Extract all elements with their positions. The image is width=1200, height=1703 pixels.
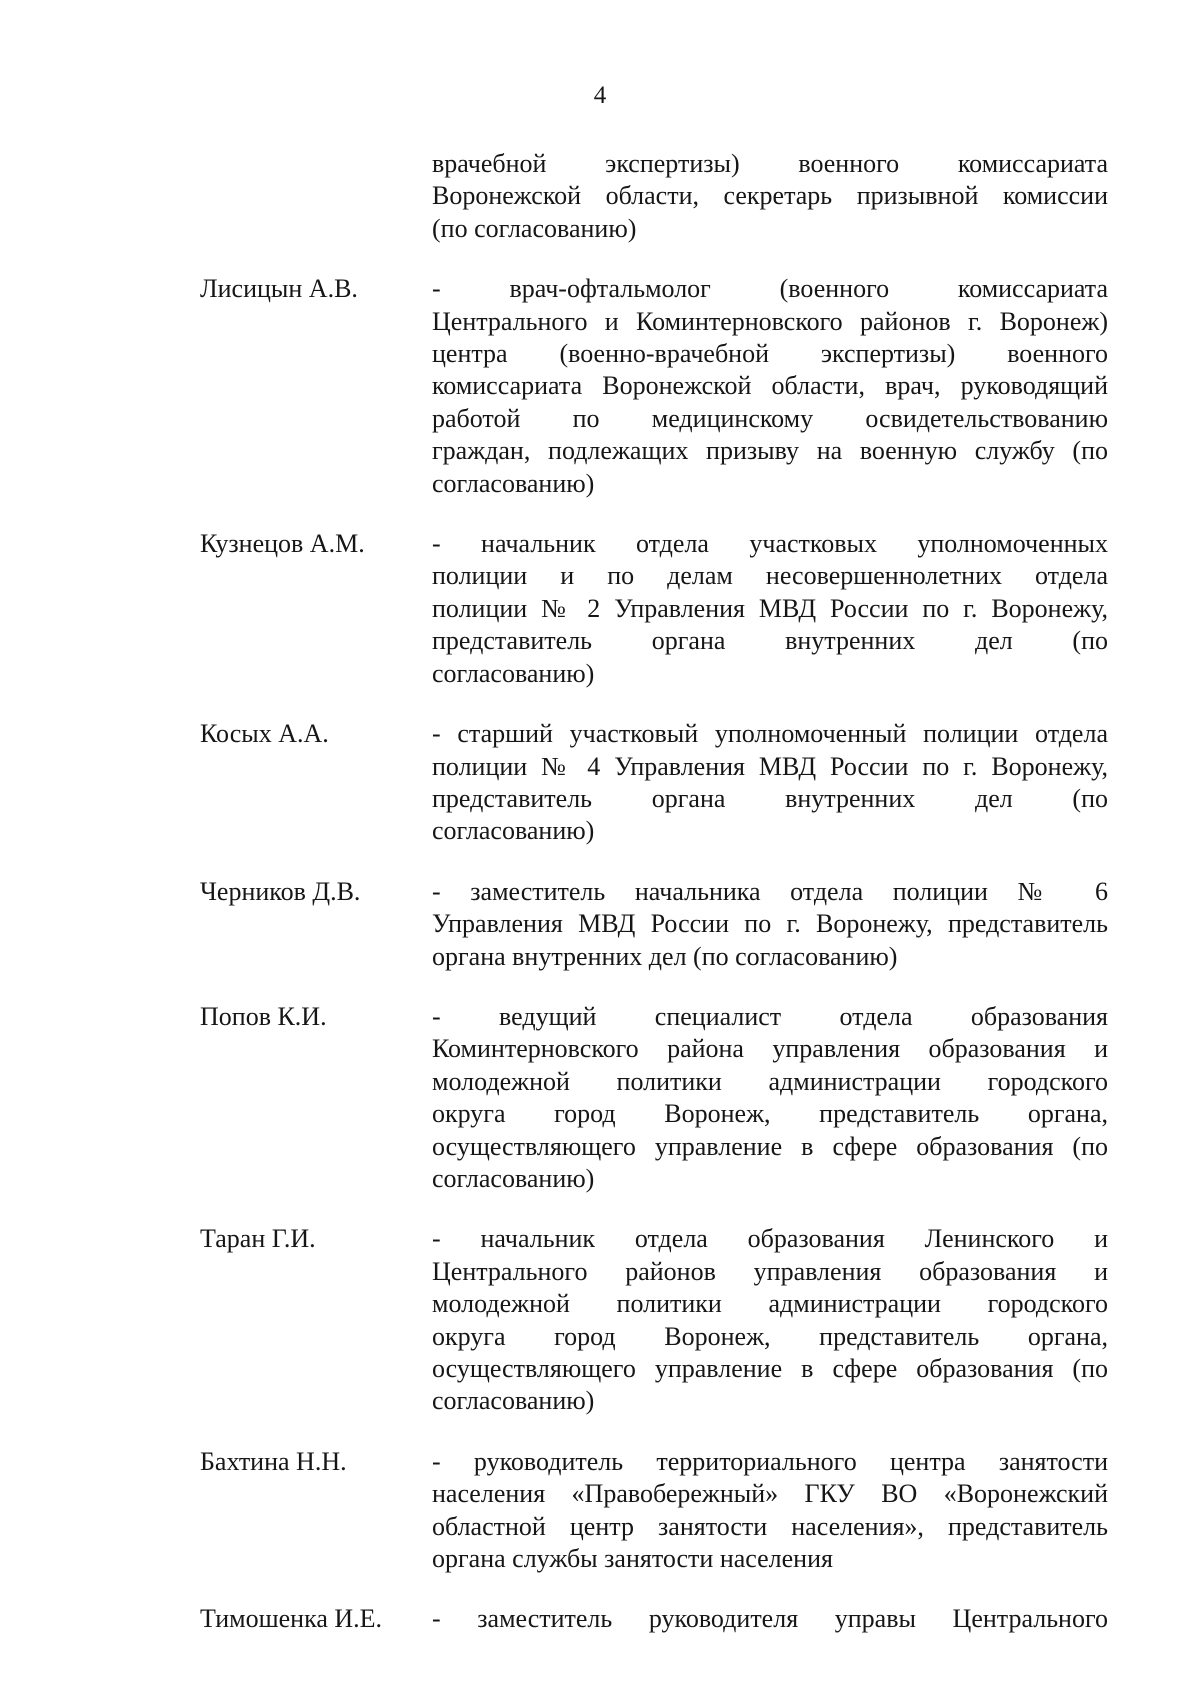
description-line: согласованию) [432,658,595,688]
description-line: округа город Воронеж, представитель органа, [432,1321,1108,1351]
description-line: - ведущий специалист отдела образования [432,1001,1108,1031]
member-description [432,876,1108,973]
description-line: комиссариата Воронежской области, врач, руководящий [432,371,1108,401]
description-line: - старший участковый уполномоченный полиции отдела [432,719,1108,749]
member-name: Косых А.А. [200,719,329,749]
description-line: (по согласованию) [432,213,637,243]
member-name: Тимошенка И.Е. [200,1604,383,1634]
member-name: Попов К.И. [200,1001,327,1031]
member-description [432,1001,1108,1195]
member-description [432,273,1108,500]
member-description [432,1446,1108,1576]
description-line: согласованию) [432,816,595,846]
description-line: согласованию) [432,1163,595,1193]
description-line: - начальник отдела участковых уполномоченных [432,529,1108,559]
description-line: населения «Правобережный» ГКУ ВО «Воронежский [432,1479,1108,1509]
member-name: Черников Д.В. [200,876,361,906]
description-line: представитель органа внутренних дел (по [432,783,1108,813]
description-line: молодежной политики администрации городского [432,1066,1108,1096]
list-entry [0,718,1200,848]
description-line: Управления МВД России по г. Воронежу, представитель [432,909,1108,939]
description-line: Воронежской области, секретарь призывной комиссии [432,181,1108,211]
member-description [432,718,1108,848]
list-entry [0,1001,1200,1195]
description-line: органа службы занятости населения [432,1544,833,1574]
list-entry [0,148,1200,245]
member-description [432,528,1108,690]
description-line: Коминтерновского района управления образования и [432,1034,1108,1064]
description-line: врачебной экспертизы) военного комиссариата [432,149,1108,178]
description-line: полиции № 2 Управления МВД России по г. Воронежу, [432,593,1108,623]
description-line: граждан, подлежащих призыву на военную службу (по [432,436,1108,466]
page-number: 4 [593,82,607,109]
description-line: округа город Воронеж, представитель органа, [432,1099,1108,1129]
description-line: - заместитель начальника отдела полиции № 6 [432,876,1108,906]
description-line: осуществляющего управление в сфере образования (по [432,1354,1108,1383]
description-line: полиции № 4 Управления МВД России по г. Воронежу, [432,751,1108,781]
list-entry [0,1603,1200,1635]
commission-member-list [0,148,1200,1664]
description-line: полиции и по делам несовершеннолетних отдела [432,561,1108,591]
description-line: - заместитель руководителя управы Центрального [432,1604,1108,1634]
description-line: представитель органа внутренних дел (по [432,626,1108,656]
member-name: Кузнецов А.М. [200,529,365,559]
description-line: согласованию) [432,1386,595,1416]
description-line: Центрального районов управления образования и [432,1256,1108,1286]
list-entry [0,528,1200,690]
member-name: Бахтина Н.Н. [200,1446,347,1476]
description-line: работой по медицинскому освидетельствованию [432,403,1108,433]
list-entry [0,1446,1200,1576]
description-line: - врач-офтальмолог (военного комиссариата [432,274,1108,304]
description-line: молодежной политики администрации городского [432,1289,1108,1319]
member-name: Таран Г.И. [200,1224,316,1254]
description-line: - начальник отдела образования Ленинского и [432,1224,1108,1254]
member-description [432,148,1108,245]
member-name: Лисицын А.В. [200,274,358,304]
member-description [432,1223,1108,1417]
list-entry [0,876,1200,973]
description-line: осуществляющего управление в сфере образования (по [432,1131,1108,1161]
description-line: центра (военно-врачебной экспертизы) военного [432,339,1108,369]
list-entry [0,273,1200,500]
member-description [432,1603,1108,1635]
description-line: областной центр занятости населения», представитель [432,1511,1108,1541]
list-entry [0,1223,1200,1417]
description-line: Центрального и Коминтерновского районов г. Воронеж) [432,306,1108,336]
description-line: - руководитель территориального центра занятости [432,1446,1108,1476]
description-line: согласованию) [432,468,595,498]
description-line: органа внутренних дел (по согласованию) [432,941,898,971]
